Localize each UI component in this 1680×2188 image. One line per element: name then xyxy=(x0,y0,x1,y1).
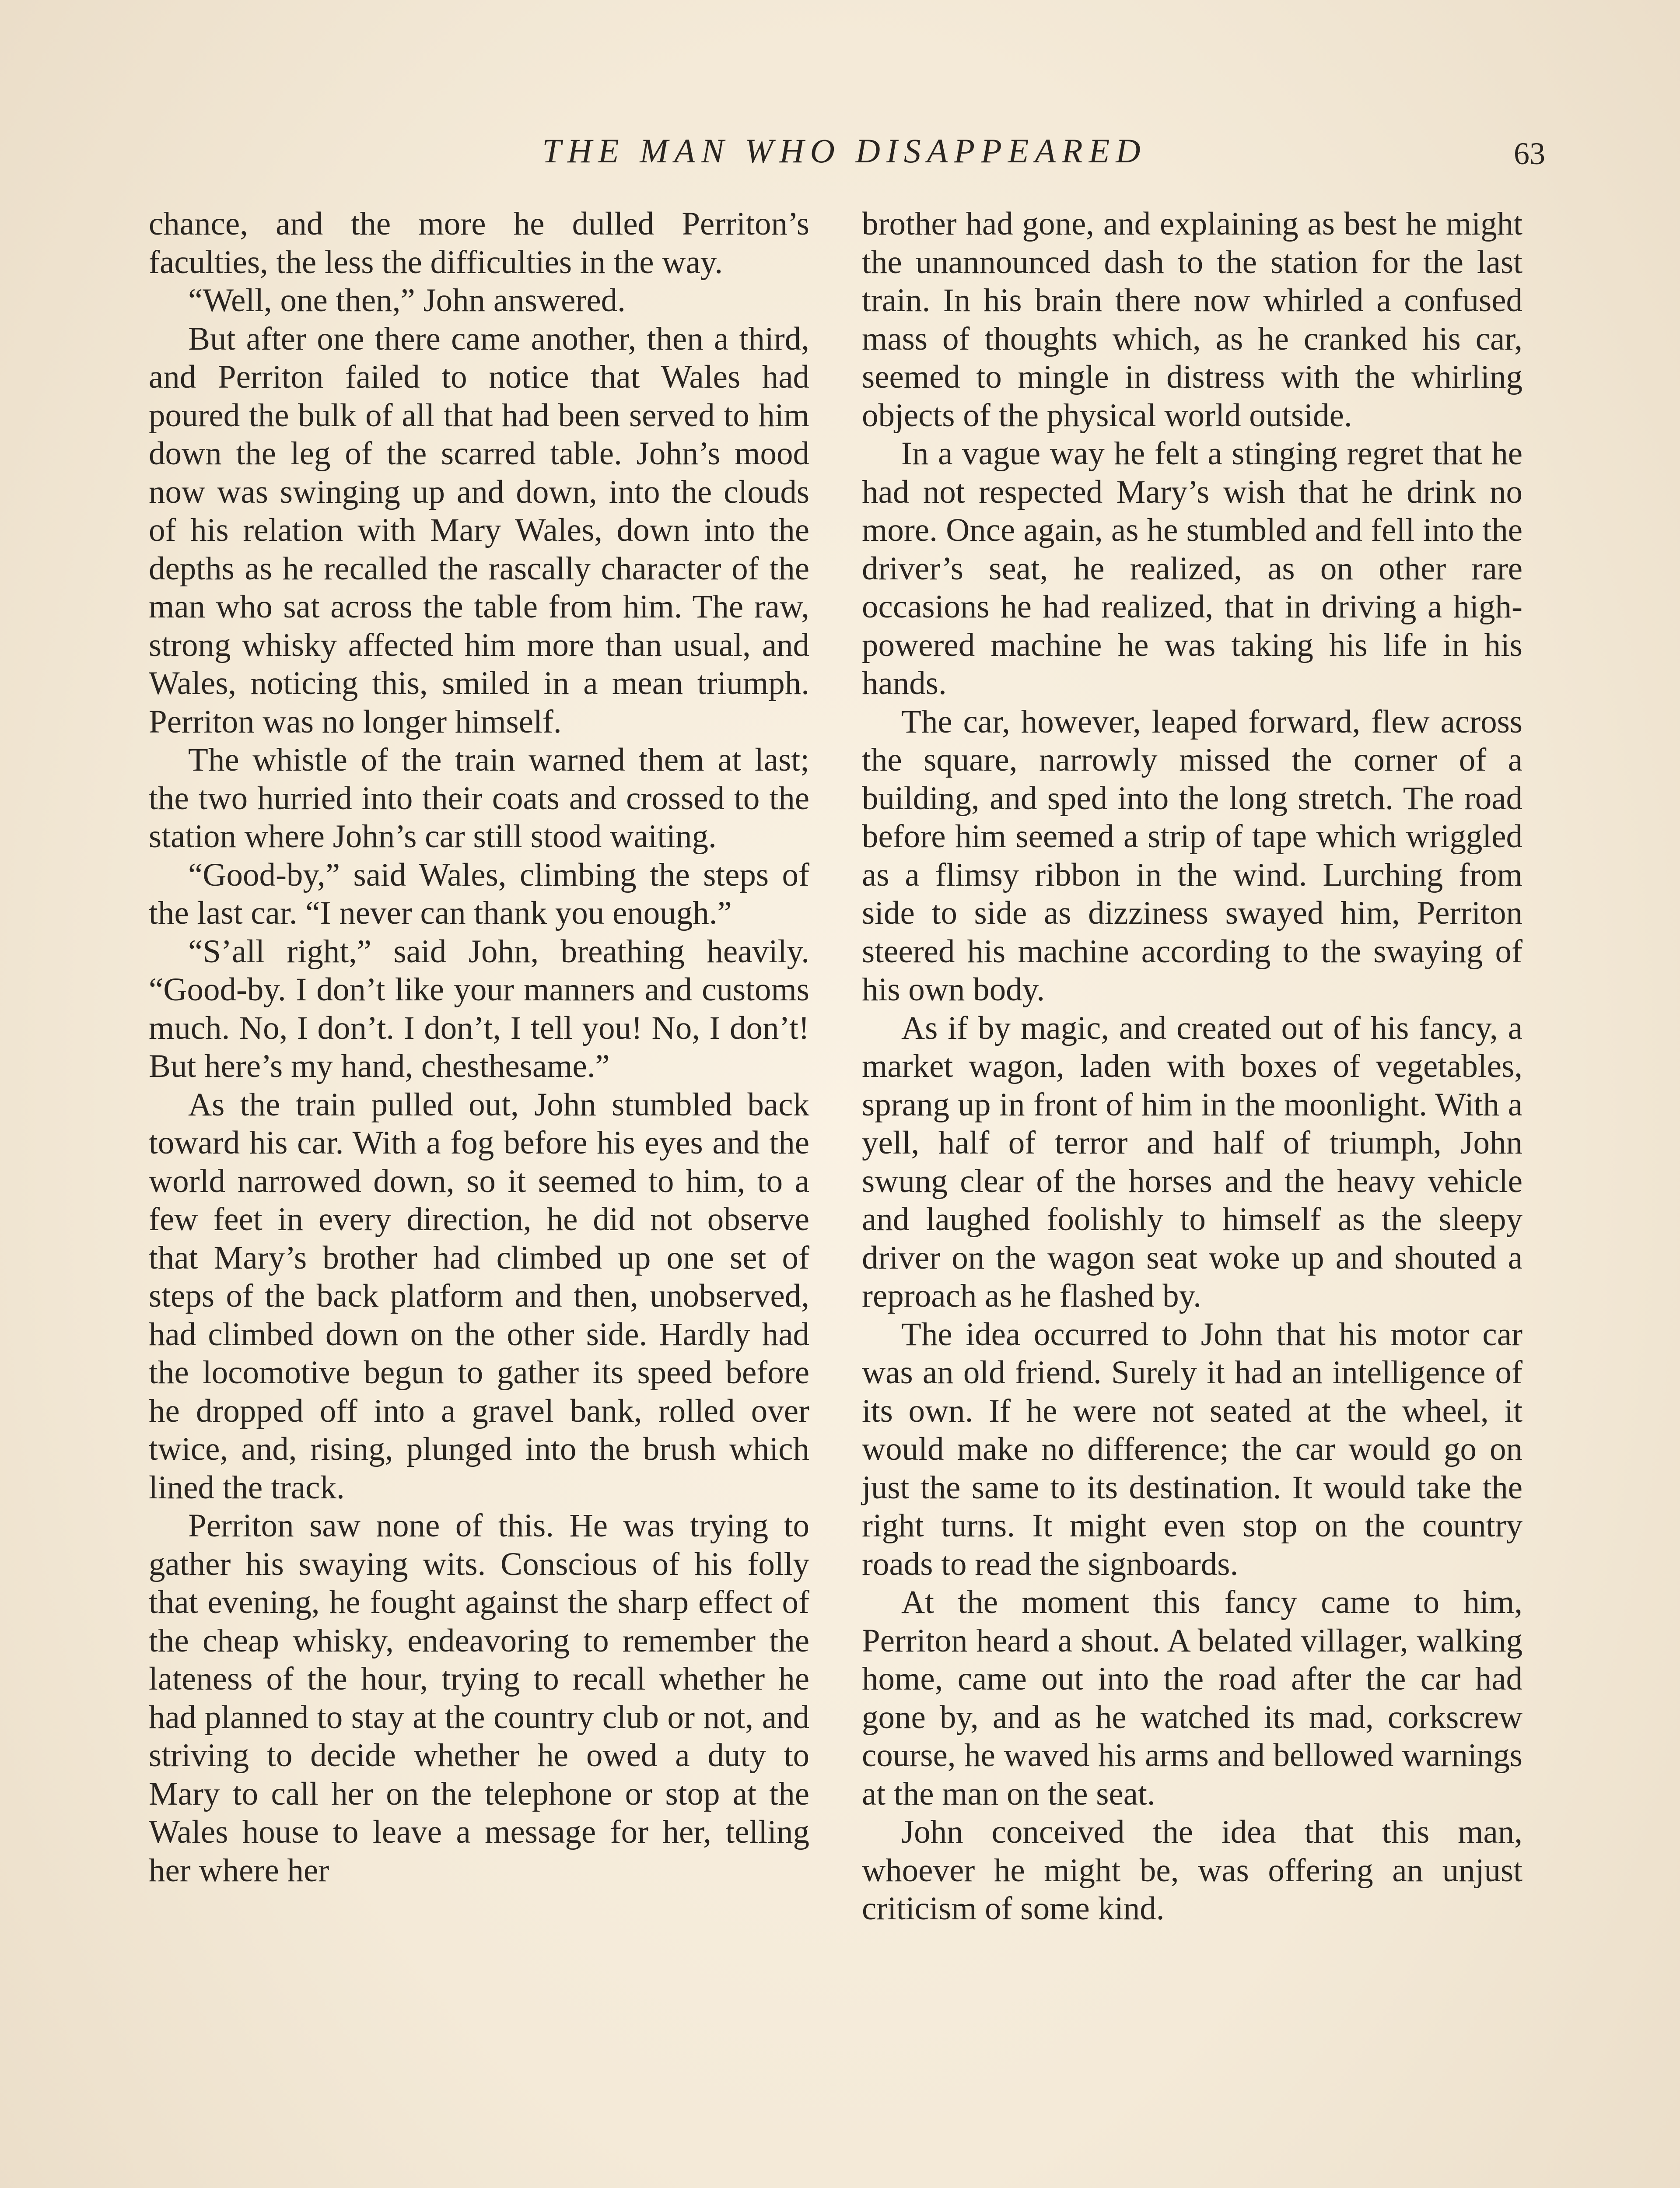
paragraph: The whistle of the train warned them at last; the two hurried into their coats and crossed to the station where John’s car still stood waiting. xyxy=(149,742,809,855)
paragraph: “Well, one then,” John answered. xyxy=(188,282,626,319)
paragraph: At the moment this fancy came to him, Perriton heard a shout. A belated villager, walking home, came out into the road after the car had gone by, and as he watched its mad, corkscrew course, he waved his arms and bellowed warnings at the man on the seat. xyxy=(862,1584,1522,1812)
paragraph: John conceived the idea that this man, whoever he might be, was offering an unjust criticism of some kind. xyxy=(862,1814,1522,1927)
paragraph: chance, and the more he dulled Perriton’s faculties, the less the difficulties in the way. xyxy=(149,206,809,281)
page-header xyxy=(0,131,1680,184)
paragraph: “S’all right,” said John, breathing heavily. “Good-by. I don’t like your manners and customs much. No, I don’t. I don’t, I tell you! No, I don’t! But here’s my hand, chesthesame.” xyxy=(149,933,809,1084)
paragraph: The car, however, leaped forward, flew across the square, narrowly missed the corner of a building, and sped into the long stretch. The road before him seemed a strip of tape which wriggled as a flimsy ribbon in the wind. Lurching from side to side as dizziness swayed him, Perriton steered his machine according to the swaying of his own body. xyxy=(862,703,1522,1008)
paragraph: As the train pulled out, John stumbled back toward his car. With a fog before his eyes and the world narrowed down, so it seemed to him, to a few feet in every direction, he did not observe that Mary’s brother had climbed up one set of steps of the back platform and then, unobserved, had climbed down on the other side. Hardly had the locomotive begun to gather its speed before he dropped off into a gravel bank, rolled over twice, and, rising, plunged into the brush which lined the track. xyxy=(149,1086,809,1506)
paragraph: The idea occurred to John that his motor car was an old friend. Surely it had an intelligence of its own. If he were not seated at the wheel, it would make no difference; the car would go on just the same to its destination. It would take the right turns. It might even stop on the country roads to read the signboards. xyxy=(862,1316,1522,1582)
paragraph: As if by magic, and created out of his fancy, a market wagon, laden with boxes of vegetables, sprang up in front of him in the moonlight. With a yell, half of terror and half of triumph, John swung clear of the horses and the heavy vehicle and laughed foolishly to himself as the sleepy driver on the wagon seat woke up and shouted a reproach as he flashed by. xyxy=(862,1010,1522,1314)
right-column xyxy=(862,205,1522,1928)
left-column xyxy=(149,205,809,1890)
paragraph: “Good-by,” said Wales, climbing the steps of the last car. “I never can thank you enough.” xyxy=(149,856,809,931)
page-number: 63 xyxy=(1514,136,1545,171)
paragraph: In a vague way he felt a stinging regret that he had not respected Mary’s wish that he drink no more. Once again, as he stumbled and fell into the driver’s seat, he realized, as on other rare occasions he had realized, that in driving a high-powered machine he was taking his life in his hands. xyxy=(862,435,1522,701)
paragraph: But after one there came another, then a third, and Perriton failed to notice that Wales had poured the bulk of all that had been served to him down the leg of the scarred table. John’s mood now was swinging up and down, into the clouds of his relation with Mary Wales, down into the depths as he recalled the rascally character of the man who sat across the table from him. The raw, strong whisky affected him more than usual, and Wales, noticing this, smiled in a mean triumph. Perriton was no longer himself. xyxy=(149,320,809,740)
paragraph: Perriton saw none of this. He was trying to gather his swaying wits. Conscious of his folly that evening, he fought against the sharp effect of the cheap whisky, endeavoring to remember the lateness of the hour, trying to recall whether he had planned to stay at the country club or not, and striving to decide whether he owed a duty to Mary to call her on the telephone or stop at the Wales house to leave a message for her, telling her where her xyxy=(149,1508,809,1889)
running-title: THE MAN WHO DISAPPEARED xyxy=(542,132,1147,170)
paragraph: brother had gone, and explaining as best he might the unannounced dash to the station for the last train. In his brain there now whirled a confused mass of thoughts which, as he cranked his car, seemed to mingle in distress with the whirling objects of the physical world outside. xyxy=(862,206,1522,434)
